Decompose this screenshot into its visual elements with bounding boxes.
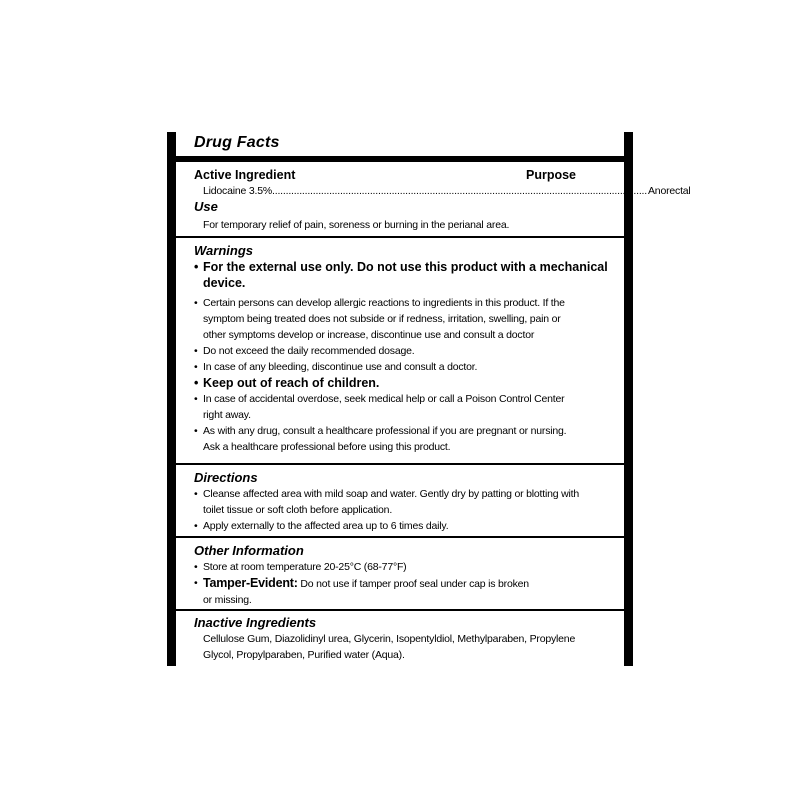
ingredient-name: Lidocaine 3.5% [203,185,273,197]
use-divider [176,236,624,238]
direction-cleanse: • Cleanse affected area with mild soap and water. Gently dry by patting or blotting with toilet tissue or soft cloth before application. [194,486,610,518]
other-info-section [194,543,610,608]
direction-apply: • Apply externally to the affected area up to 6 times daily. [194,518,610,534]
directions-list [194,486,610,534]
ingredient-purpose: Anorectal [648,185,691,197]
directions-section [194,470,610,534]
warning-overdose: • In case of accidental overdose, seek medical help or call a Poison Control Center right away. [194,391,610,423]
warning-dosage: • Do not exceed the daily recommended dosage. [194,343,610,359]
active-ingredient-line [203,183,691,199]
warning-children: • Keep out of reach of children. [194,375,610,391]
warning-pregnant: • As with any drug, consult a healthcare professional if you are pregnant or nursing. Ask a healthcare professional before using this product. [194,423,610,455]
storage-info: • Store at room temperature 20-25°C (68-77°F) [194,559,610,575]
title-divider [176,156,624,162]
directions-divider [176,536,624,538]
active-ingredient-heading: Active Ingredient [194,168,296,182]
use-section [194,199,610,233]
use-heading: Use [194,199,218,214]
tamper-label: Tamper-Evident: [203,576,298,590]
warning-external-use: • For the external use only. Do not use this product with a mechanical device. [194,259,610,291]
active-ingredient-header [194,167,610,183]
other-info-heading: Other Information [194,543,304,558]
warning-allergy: • Certain persons can develop allergic reactions to ingredients in this product. If the symptom being treated does not subside or if redness, irritation, swelling, pain or other symptoms develop or increase, discontinue use and consult a doctor [194,295,610,343]
leader-dots: .......................................................................................................................................... [272,185,647,197]
other-info-divider [176,609,624,611]
purpose-heading: Purpose [525,168,576,182]
warning-bleeding: • In case of any bleeding, discontinue use and consult a doctor. [194,359,610,375]
inactive-ingredients-section [194,615,610,663]
warnings-heading: Warnings [194,243,253,258]
other-info-list [194,559,610,608]
tamper-info: • Tamper-Evident: Do not use if tamper proof seal under cap is broken or missing. [194,575,610,608]
inactive-text: Cellulose Gum, Diazolidinyl urea, Glycerin, Isopentyldiol, Methylparaben, Propylene Glycol, Propylparaben, Purified water (Aqua). [203,633,576,661]
use-text: For temporary relief of pain, soreness or burning in the perianal area. [203,219,510,231]
inactive-heading: Inactive Ingredients [194,615,317,630]
warnings-list [194,259,610,455]
warnings-divider [176,463,624,465]
drug-facts-panel [167,132,691,666]
drug-facts-title: Drug Facts [194,134,280,151]
directions-heading: Directions [194,470,258,485]
warnings-section [194,243,610,455]
